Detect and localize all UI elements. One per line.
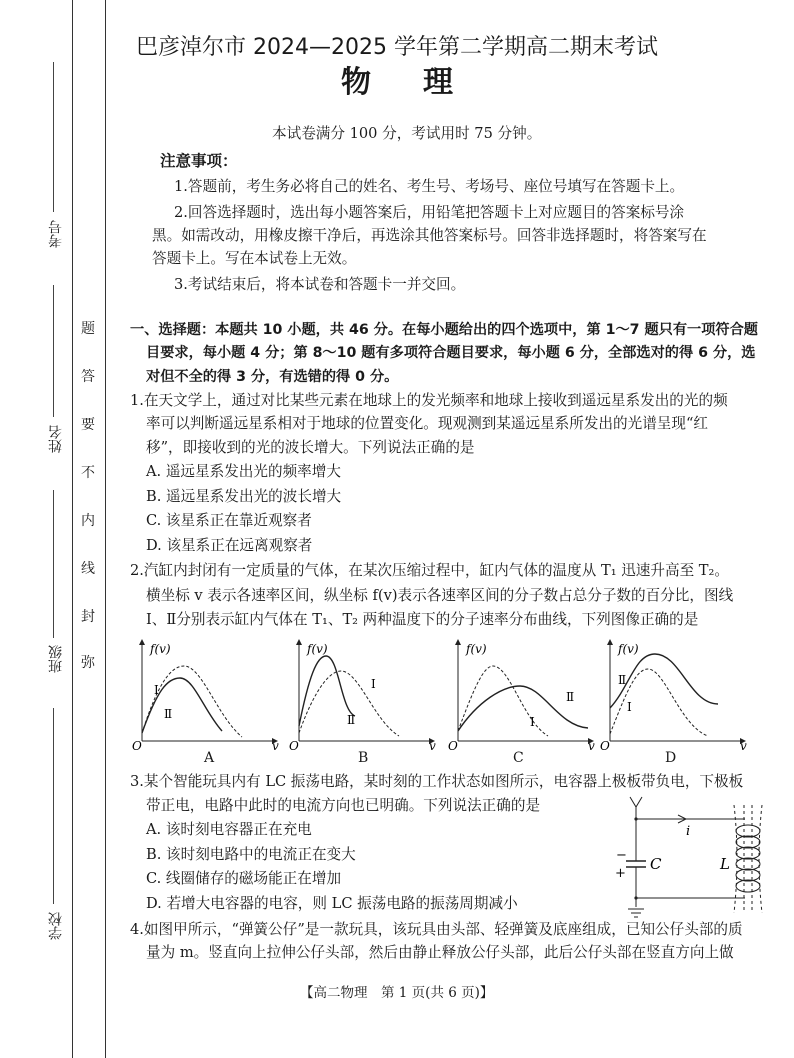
exam-title: 巴彦淖尔市 2024—2025 学年第二学期高二期末考试 [136,35,658,60]
seal-char: 题 [81,321,95,337]
graph-option-b[interactable]: B [358,750,369,766]
section-instruction: 一、选择题：本题共 10 小题，共 46 分。在每小题给出的四个选项中，第 1～7 题只有一项符合题 [130,322,758,338]
exam-number-label: 考号 [48,220,64,248]
school-label: 学校 [48,912,64,940]
curve-i [142,666,242,737]
notice-line: 3.考试结束后，将本试卷和答题卡一并交回。 [174,276,466,293]
notice-line: 1.答题前，考生务必将自己的姓名、考生号、考场号、座位号填写在答题卡上。 [174,178,685,195]
section-instruction: 对但不全的得 3 分，有选错的得 0 分。 [146,369,399,385]
school-field[interactable] [53,708,54,904]
minus-sign: − [616,848,627,863]
svg-text:O: O [448,739,458,751]
lc-circuit-diagram [610,795,780,925]
q3-option-c[interactable]: C. 线圈储存的磁场能正在增加 [146,870,342,887]
page-footer: 【高二物理 第 1 页(共 6 页)】 [300,985,494,1001]
q1-stem: 移”，即接收到的光的波长增大。下列说法正确的是 [146,439,475,456]
svg-text:v: v [588,739,595,751]
plus-sign: + [615,866,626,881]
name-field[interactable] [53,285,54,417]
q3-stem: 3.某个智能玩具内有 LC 振荡电路，某时刻的工作状态如图所示，电容器上极板带负电，下极板 [130,773,744,790]
antenna-icon [630,797,642,819]
q2-stem: Ⅰ、Ⅱ分别表示缸内气体在 T₁、T₂ 两种温度下的分子速率分布曲线，下列图像正确的是 [146,611,699,628]
svg-text:Ⅱ: Ⅱ [566,690,575,704]
svg-text:Ⅱ: Ⅱ [347,713,356,727]
section-instruction: 目要求，每小题 4 分；第 8～10 题有多项符合题目要求，每小题 6 分，全部选对的得 6 分，选 [146,345,756,361]
x-axis-label: v [272,739,279,751]
svg-text:v: v [740,739,747,751]
seal-char: 要 [81,417,95,433]
origin-label: O [132,739,142,751]
svg-text:f(v): f(v) [618,642,639,656]
q1-option-a[interactable]: A. 遥远星系发出光的频率增大 [146,463,341,480]
q1-stem: 率可以判断遥远星系相对于地球的位置变化。现观测到某遥远星系所发出的光谱呈现“红 [146,415,709,432]
graph-option-c[interactable]: C [513,750,524,766]
svg-text:O: O [289,739,299,751]
svg-text:Ⅰ: Ⅰ [371,677,376,691]
capacitor-label: C [650,855,662,873]
graph-b [289,636,439,751]
q2-stem: 2.汽缸内封闭有一定质量的气体，在某次压缩过程中，缸内气体的温度从 T₁ 迅速升高至 T₂。 [130,562,729,579]
notice-line: 答题卡上。写在本试卷上无效。 [152,250,357,267]
graph-a [132,636,282,751]
svg-text:Ⅱ: Ⅱ [618,673,627,687]
class-label: 班级 [48,645,64,673]
ground-icon [628,909,644,917]
curve-label: Ⅰ [154,683,159,697]
q3-option-b[interactable]: B. 该时刻电路中的电流正在变大 [146,846,356,863]
binding-line-outer [72,0,73,1058]
svg-text:v: v [429,739,436,751]
seal-char: 弥 [81,655,95,671]
seal-char: 不 [81,465,95,481]
current-label: i [686,824,691,839]
graph-option-a[interactable]: A [204,750,215,766]
graph-d [600,636,750,751]
seal-char: 封 [81,609,95,625]
q1-option-b[interactable]: B. 遥远星系发出光的波长增大 [146,488,342,505]
svg-text:Ⅰ: Ⅰ [530,715,535,729]
q2-stem: 横坐标 v 表示各速率区间，纵坐标 f(v)表示各速率区间的分子数占总分子数的百分比，图线 [146,587,734,604]
svg-text:f(v): f(v) [307,642,328,656]
q1-stem: 1.在天文学上，通过对比某些元素在地球上的发光频率和地球上接收到遥远星系发出的光的频 [130,392,728,409]
y-axis-label: f(v) [150,642,171,656]
svg-text:O: O [600,739,610,751]
exam-info: 本试卷满分 100 分，考试用时 75 分钟。 [272,125,542,142]
seal-char: 内 [81,513,95,529]
notice-heading: 注意事项： [160,152,238,170]
curve-label: Ⅱ [164,707,173,721]
q3-option-d[interactable]: D. 若增大电容器的电容，则 LC 振荡电路的振荡周期减小 [146,895,518,912]
name-label: 姓名 [48,425,64,453]
q1-option-d[interactable]: D. 该星系正在远离观察者 [146,537,313,554]
svg-text:Ⅰ: Ⅰ [627,700,632,714]
seal-char: 线 [81,561,95,577]
q3-stem: 带正电，电路中此时的电流方向也已明确。下列说法正确的是 [146,797,541,814]
svg-text:f(v): f(v) [466,642,487,656]
class-field[interactable] [53,490,54,638]
graph-option-d[interactable]: D [665,750,677,766]
seal-char: 答 [81,369,95,385]
binding-line-inner [105,0,106,1058]
graph-c [448,636,598,751]
q4-stem: 4.如图甲所示，“弹簧公仔”是一款玩具，该玩具由头部、轻弹簧及底座组成，已知公仔头部的质 [130,921,743,938]
q4-stem: 量为 m。竖直向上拉伸公仔头部，然后由静止释放公仔头部，此后公仔头部在竖直方向上做 [146,944,734,961]
q1-option-c[interactable]: C. 该星系正在靠近观察者 [146,512,312,529]
subject-title: 物理 [341,65,505,100]
q3-option-a[interactable]: A. 该时刻电容器正在充电 [146,821,312,838]
notice-line: 2.回答选择题时，选出每小题答案后，用铅笔把答题卡上对应题目的答案标号涂 [174,204,685,221]
inductor-label: L [720,855,730,873]
notice-line: 黑。如需改动，用橡皮擦干净后，再选涂其他答案标号。回答非选择题时，将答案写在 [152,227,707,244]
